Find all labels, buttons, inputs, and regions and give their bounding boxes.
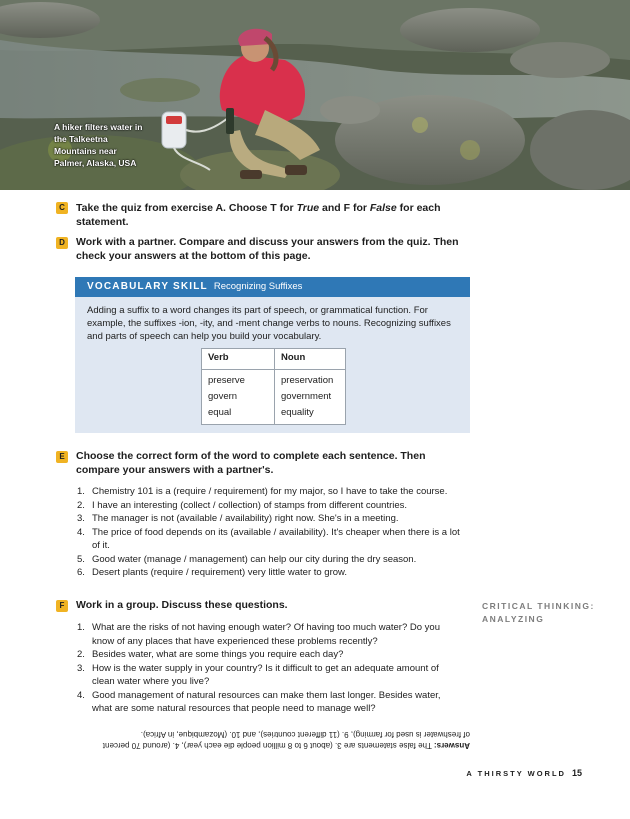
vocabulary-skill-title: VOCABULARY SKILL — [87, 281, 208, 292]
verb-cell: preserve — [208, 375, 245, 386]
exercise-e-list — [77, 485, 462, 580]
vocabulary-skill-header — [75, 277, 470, 297]
item-text: Desert plants (require / requirement) very little water to grow. — [92, 567, 348, 578]
noun-header: Noun — [275, 349, 346, 370]
item-text: The manager is not (available / availability) right now. She's in a meeting. — [92, 513, 399, 524]
verb-cell: govern — [208, 391, 238, 402]
item-text: The price of food depends on its (available / availability). It's cheaper when there is a lot of it. — [92, 526, 460, 551]
running-title: A THIRSTY WORLD — [466, 769, 566, 778]
critical-thinking-label — [482, 600, 595, 626]
answers-label: Answers: — [433, 741, 470, 750]
vocabulary-skill-box — [75, 277, 470, 433]
item-number: 3. — [77, 662, 85, 674]
list-item — [77, 499, 462, 513]
item-number: 6. — [77, 567, 85, 578]
exercise-e-badge: E — [56, 451, 68, 463]
item-text: I have an interesting (collect / collection) of stamps from different countries. — [92, 499, 408, 511]
list-item — [77, 648, 462, 662]
exercise-d-text: Work with a partner. Compare and discuss your answers from the quiz. Then check your answers at the bottom of this page. — [76, 236, 459, 262]
item-text: Besides water, what are some things you require each day? — [92, 649, 344, 660]
hero-photo — [0, 0, 630, 190]
page-footer — [466, 768, 582, 778]
answers-text: The false statements are 3. (about 6 to 8 million people die each year), 4. (around 70 percent of freshwater is used for farming), 9. (11 different countries), and 10. (Mozambique, in Africa). — [102, 730, 470, 750]
verb-column — [202, 370, 275, 425]
exercise-c-true: True — [296, 202, 320, 214]
item-text: Chemistry 101 is a (require / requirement) for my major, so I have to take the course. — [92, 486, 448, 497]
exercise-c-false: False — [369, 202, 397, 214]
list-item — [77, 512, 462, 526]
item-number: 5. — [77, 553, 85, 565]
exercise-f-text: Work in a group. Discuss these questions. — [76, 599, 288, 611]
list-item — [77, 553, 462, 567]
exercise-d-badge: D — [56, 237, 68, 249]
item-number: 2. — [77, 499, 85, 511]
noun-column — [275, 370, 346, 425]
item-number: 4. — [77, 526, 85, 538]
exercise-c-text-3: for each statement. — [76, 202, 441, 228]
item-number: 1. — [77, 622, 85, 633]
vocabulary-skill-subtitle: Recognizing Suffixes — [213, 281, 303, 292]
list-item — [77, 526, 462, 553]
exercise-c-text — [76, 201, 476, 229]
list-item — [77, 662, 462, 689]
noun-cell: equality — [281, 407, 314, 418]
critical-thinking-line2: ANALYZING — [482, 614, 545, 624]
item-number: 2. — [77, 649, 85, 660]
verb-header: Verb — [202, 349, 275, 370]
noun-cell: preservation — [281, 375, 334, 386]
item-text: How is the water supply in your country? Is it difficult to get an adequate amount of clean water where you live? — [92, 662, 439, 687]
critical-thinking-line1: CRITICAL THINKING: — [482, 601, 595, 611]
suffix-table — [201, 348, 346, 425]
noun-cell: government — [281, 391, 332, 402]
answers-upside-down — [100, 729, 470, 751]
list-item — [77, 485, 462, 499]
list-item — [77, 621, 462, 648]
list-item — [77, 689, 462, 716]
verb-cell: equal — [208, 407, 232, 418]
item-text: Good management of natural resources can make them last longer. Besides water, what are some natural resources that people need to manage well? — [92, 689, 441, 714]
exercise-c-text-2: and F for — [319, 202, 370, 214]
exercise-f-badge: F — [56, 600, 68, 612]
exercise-e-text: Choose the correct form of the word to complete each sentence. Then compare your answers with a partner's. — [76, 450, 426, 476]
page-number: 15 — [571, 768, 582, 778]
item-number: 3. — [77, 513, 85, 524]
exercise-c-badge: C — [56, 202, 68, 214]
item-number: 1. — [77, 486, 85, 497]
vocabulary-skill-text: Adding a suffix to a word changes its part of speech, or grammatical function. For example, the suffixes -ion, -ity, and -ment change verbs to nouns. Recognizing suffixes and parts of speech can help you build your vocabulary. — [87, 305, 451, 342]
item-text: What are the risks of not having enough water? Of having too much water? Do you know of any places that have experienced these problems recently? — [92, 622, 440, 647]
exercise-f-list — [77, 621, 462, 716]
exercise-c-text-1: Take the quiz from exercise A. Choose T for — [76, 202, 297, 214]
photo-caption: A hiker filters water in the Talkeetna Mountains near Palmer, Alaska, USA — [54, 122, 143, 168]
list-item — [77, 566, 462, 580]
item-text: Good water (manage / management) can help our city during the dry season. — [92, 553, 417, 565]
item-number: 4. — [77, 689, 85, 701]
